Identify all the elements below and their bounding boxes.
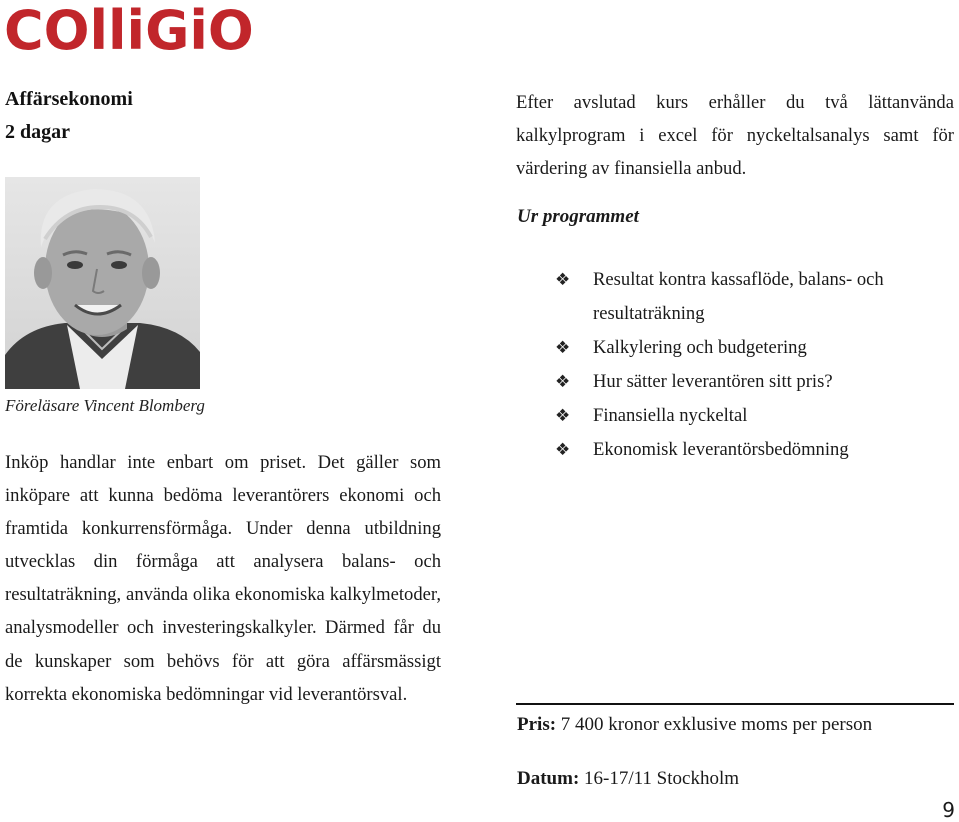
list-item: ❖ Hur sätter leverantören sitt pris? (555, 365, 955, 399)
diamond-bullet-icon: ❖ (555, 372, 571, 392)
lecturer-caption: Föreläsare Vincent Blomberg (5, 396, 205, 415)
page-number: 9 (942, 798, 955, 822)
list-item: ❖ Kalkylering och budgetering (555, 331, 955, 365)
diamond-bullet-icon: ❖ (555, 270, 571, 290)
diamond-bullet-icon: ❖ (555, 406, 571, 426)
program-heading: Ur programmet (517, 206, 639, 227)
company-logo: COlliGiO (4, 0, 254, 62)
course-intro: Efter avslutad kurs erhåller du två lättanvända kalkylprogram i excel för nyckeltalsanalys samt för värdering av finansiella anbud. (516, 92, 954, 179)
course-title: Affärsekonomi (5, 88, 133, 110)
date-line (517, 768, 739, 790)
list-item: ❖ Resultat kontra kassaflöde, balans- och resultaträkning (555, 263, 955, 331)
price-value: 7 400 kronor exklusive moms per person (560, 714, 873, 735)
lecturer-photo (5, 177, 200, 389)
course-duration: 2 dagar (5, 121, 70, 143)
list-item: ❖ Finansiella nyckeltal (555, 399, 955, 433)
diamond-bullet-icon: ❖ (555, 440, 571, 460)
price-line (517, 714, 872, 736)
list-item: ❖ Ekonomisk leverantörsbedömning (555, 433, 955, 467)
price-label: Pris: (517, 714, 557, 735)
diamond-bullet-icon: ❖ (555, 338, 571, 358)
divider (516, 703, 954, 705)
program-list (555, 263, 955, 467)
course-description: Inköp handlar inte enbart om priset. Det gäller som inköpare att kunna bedöma leverantörers ekonomi och framtida konkurrensförmåga. Under denna utbildning utvecklas din förmåga att analysera balans- och resultaträkning, använda olika ekonomiska kalkylmetoder, analysmodeller och investeringskalkyler. Därmed får du de kunskaper som behövs för att göra affärsmässigt korrekta ekonomiska bedömningar vid leverantörsval. (5, 452, 441, 705)
date-label: Datum: (517, 768, 580, 789)
date-value: 16-17/11 Stockholm (584, 768, 740, 789)
